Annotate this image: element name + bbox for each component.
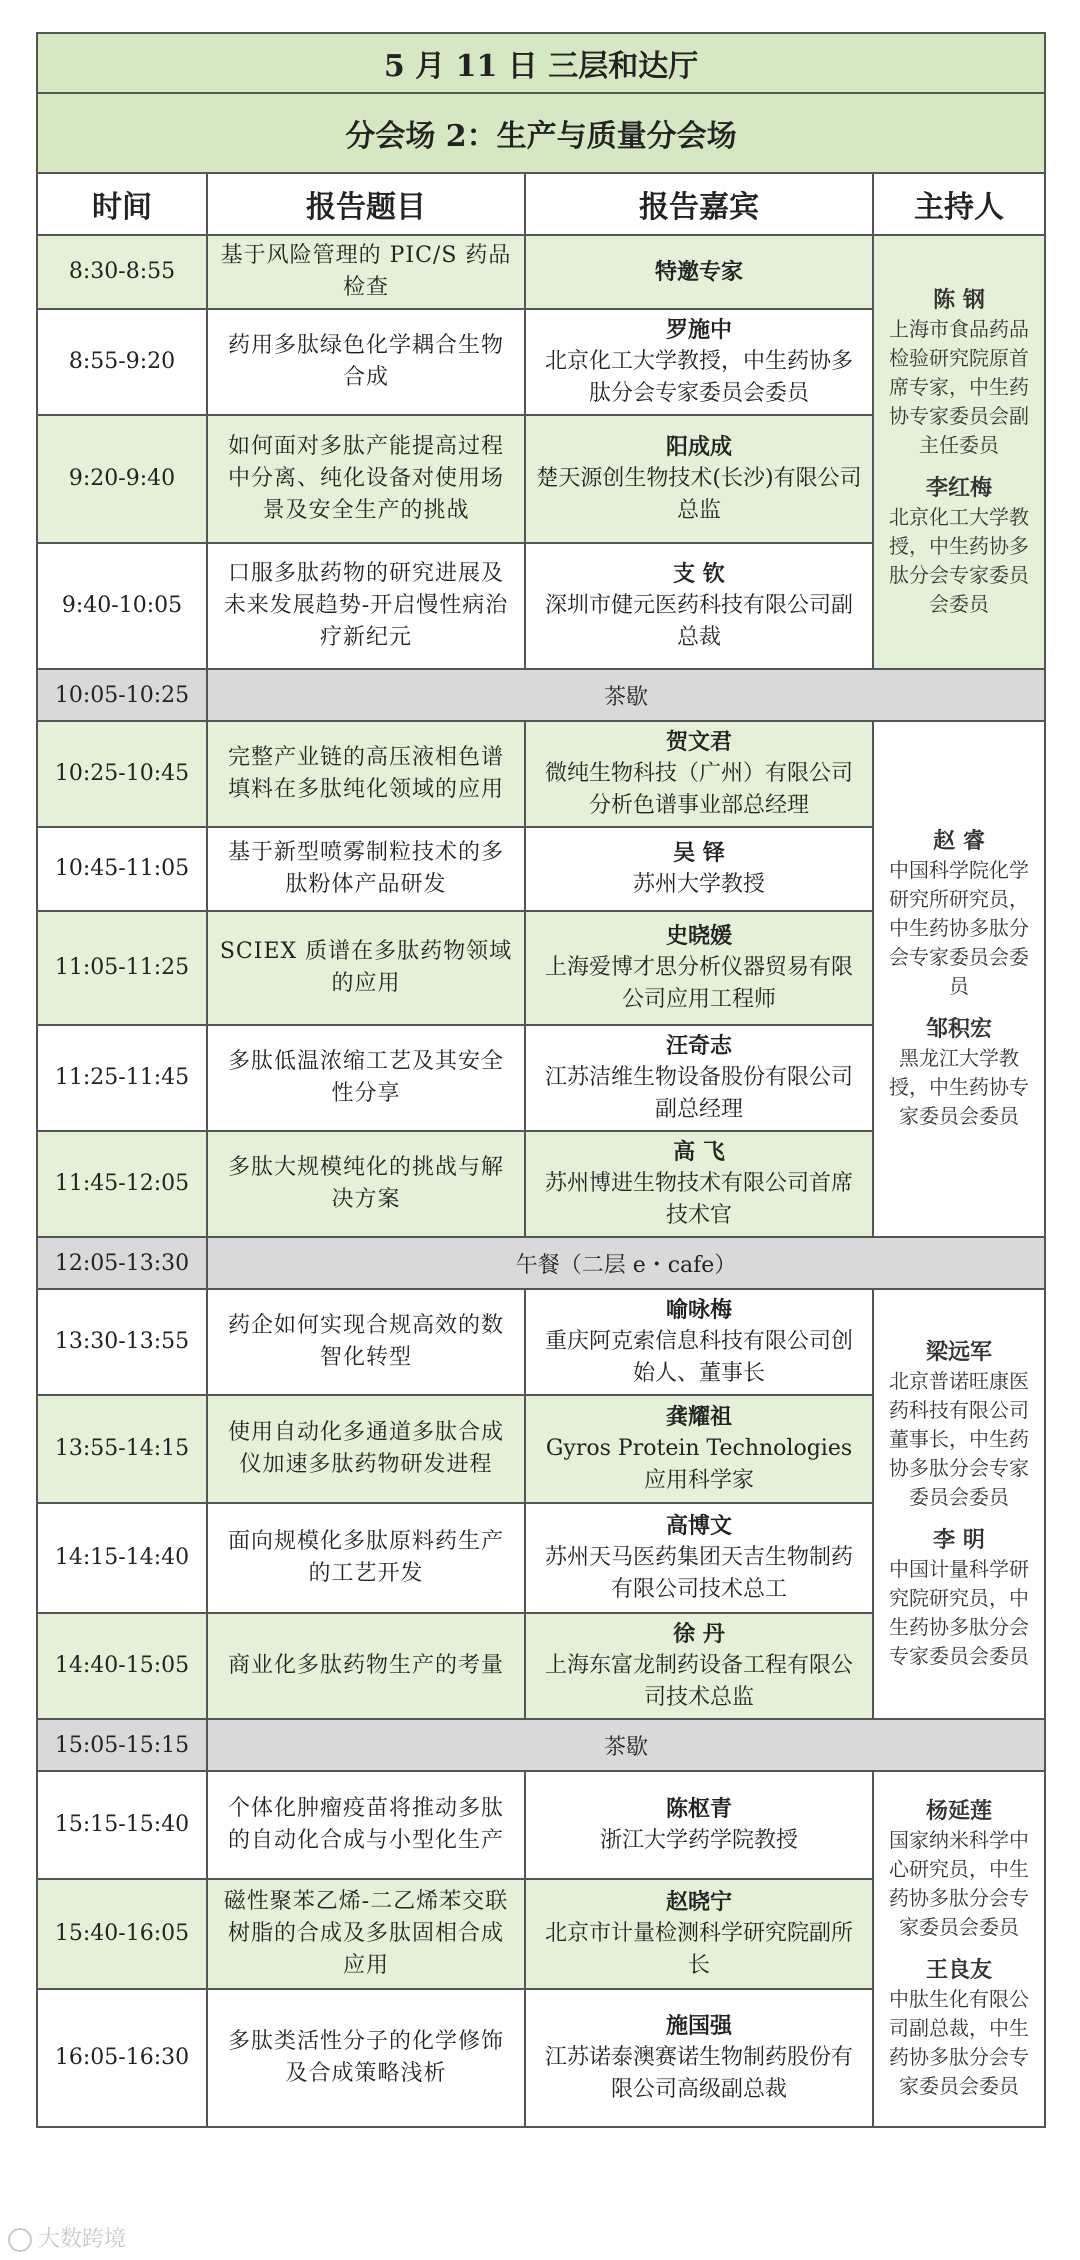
talk-title: 使用自动化多通道多肽合成仪加速多肽药物研发进程 xyxy=(227,1420,504,1477)
break-time: 10:05-10:25 xyxy=(37,669,207,721)
speaker-cell xyxy=(525,1289,873,1395)
speaker-name: 史晓媛 xyxy=(665,923,732,949)
speaker-cell xyxy=(525,1989,873,2127)
talk-title-cell xyxy=(207,1131,525,1237)
talk-title: 多肽类活性分子的化学修饰及合成策略浅析 xyxy=(227,2029,504,2086)
talk-time: 8:55-9:20 xyxy=(37,309,207,415)
host-block xyxy=(884,1015,1034,1131)
talk-time: 10:45-11:05 xyxy=(37,827,207,911)
talk-title: 个体化肿瘤疫苗将推动多肽的自动化合成与小型化生产 xyxy=(227,1796,504,1853)
break-label: 午餐（二层 e・cafe） xyxy=(207,1237,1045,1289)
speaker-name: 徐 丹 xyxy=(673,1621,725,1647)
host-block xyxy=(884,474,1034,619)
talk-time: 9:40-10:05 xyxy=(37,543,207,669)
talk-title-cell xyxy=(207,1395,525,1503)
speaker-cell xyxy=(525,1613,873,1719)
talk-time: 11:45-12:05 xyxy=(37,1131,207,1237)
talk-title-cell xyxy=(207,1879,525,1989)
talk-title-cell xyxy=(207,911,525,1025)
host-description: 中国科学院化学研究所研究员，中生药协多肽分会专家委员会委员 xyxy=(889,858,1030,998)
speaker-affiliation: 苏州天马医药集团天吉生物制药有限公司技术总工 xyxy=(544,1545,853,1602)
talk-time: 15:40-16:05 xyxy=(37,1879,207,1989)
speaker-cell xyxy=(525,1503,873,1613)
speaker-cell xyxy=(525,721,873,827)
talk-title-cell xyxy=(207,1613,525,1719)
host-description: 上海市食品药品检验研究院原首席专家，中生药协专家委员会副主任委员 xyxy=(889,316,1030,457)
host-block xyxy=(884,286,1034,460)
talk-row xyxy=(37,1771,1045,1879)
talk-time: 8:30-8:55 xyxy=(37,235,207,309)
break-row xyxy=(37,1719,1045,1771)
talk-time: 11:05-11:25 xyxy=(37,911,207,1025)
session-row xyxy=(37,93,1045,173)
speaker-name: 特邀专家 xyxy=(654,259,743,285)
speaker-affiliation: Gyros Protein Technologies 应用科学家 xyxy=(545,1436,853,1493)
session-title: 分会场 2：生产与质量分会场 xyxy=(37,93,1045,173)
talk-time: 11:25-11:45 xyxy=(37,1025,207,1131)
speaker-affiliation: 上海爱博才思分析仪器贸易有限公司应用工程师 xyxy=(544,955,853,1012)
host-description: 北京普诺旺康医药科技有限公司董事长，中生药协多肽分会专家委员会委员 xyxy=(889,1368,1030,1509)
break-row xyxy=(37,669,1045,721)
talk-time: 13:30-13:55 xyxy=(37,1289,207,1395)
speaker-cell xyxy=(525,415,873,543)
break-label: 茶歇 xyxy=(207,1719,1045,1771)
talk-time: 14:15-14:40 xyxy=(37,1503,207,1613)
speaker-name: 陈枢青 xyxy=(665,1796,732,1822)
host-cell xyxy=(873,721,1045,1237)
host-name: 陈 钢 xyxy=(933,286,985,313)
host-name: 王良友 xyxy=(926,1957,993,1983)
speaker-cell xyxy=(525,1025,873,1131)
host-cell xyxy=(873,235,1045,669)
host-block xyxy=(884,1338,1034,1512)
talk-title-cell xyxy=(207,309,525,415)
talk-title: 商业化多肽药物生产的考量 xyxy=(227,1653,504,1678)
host-block xyxy=(884,1797,1034,1942)
talk-time: 16:05-16:30 xyxy=(37,1989,207,2127)
speaker-affiliation: 北京市计量检测科学研究院副所长 xyxy=(544,1921,853,1978)
host-block xyxy=(884,1956,1034,2101)
talk-title: 多肽低温浓缩工艺及其安全性分享 xyxy=(227,1049,504,1106)
col-header-speaker: 报告嘉宾 xyxy=(525,173,873,235)
speaker-name: 施国强 xyxy=(665,2013,732,2039)
talk-title: 多肽大规模纯化的挑战与解决方案 xyxy=(227,1155,504,1212)
host-block xyxy=(884,1526,1034,1671)
host-description: 北京化工大学教授，中生药协多肽分会专家委员会委员 xyxy=(889,504,1030,616)
speaker-cell xyxy=(525,543,873,669)
talk-title: 磁性聚苯乙烯-二乙烯苯交联树脂的合成及多肽固相合成应用 xyxy=(223,1889,509,1978)
watermark-logo-icon xyxy=(8,2228,32,2252)
talk-row xyxy=(37,1289,1045,1395)
host-name: 李 明 xyxy=(933,1526,985,1553)
column-header-row xyxy=(37,173,1045,235)
talk-title-cell xyxy=(207,1289,525,1395)
speaker-affiliation: 重庆阿克索信息科技有限公司创始人、董事长 xyxy=(544,1329,853,1386)
talk-title: 基于风险管理的 PIC/S 药品检查 xyxy=(220,243,512,300)
talk-title-cell xyxy=(207,1025,525,1131)
talk-row xyxy=(37,721,1045,827)
speaker-cell xyxy=(525,309,873,415)
speaker-cell xyxy=(525,911,873,1025)
speaker-affiliation: 楚天源创生物技术(长沙)有限公司总监 xyxy=(536,466,862,523)
host-description: 黑龙江大学教授，中生药协专家委员会委员 xyxy=(889,1046,1030,1128)
speaker-name: 汪奇志 xyxy=(665,1033,732,1059)
speaker-cell xyxy=(525,1879,873,1989)
speaker-name: 高 飞 xyxy=(673,1139,725,1165)
talk-title-cell xyxy=(207,1771,525,1879)
host-description: 中国计量科学研究院研究员，中生药协多肽分会专家委员会委员 xyxy=(889,1556,1030,1668)
talk-title-cell xyxy=(207,1989,525,2127)
talk-title: 药用多肽绿色化学耦合生物合成 xyxy=(227,333,504,390)
host-name: 杨延莲 xyxy=(926,1798,993,1824)
speaker-cell xyxy=(525,235,873,309)
talk-row xyxy=(37,235,1045,309)
schedule-table xyxy=(36,32,1046,2128)
speaker-affiliation: 上海东富龙制药设备工程有限公司技术总监 xyxy=(544,1653,853,1710)
speaker-affiliation: 苏州博进生物技术有限公司首席技术官 xyxy=(544,1171,853,1228)
break-time: 12:05-13:30 xyxy=(37,1237,207,1289)
talk-title: 面向规模化多肽原料药生产的工艺开发 xyxy=(227,1529,504,1586)
talk-title: 口服多肽药物的研究进展及未来发展趋势-开启慢性病治疗新纪元 xyxy=(223,561,509,650)
speaker-affiliation: 浙江大学药学院教授 xyxy=(599,1828,798,1853)
speaker-cell xyxy=(525,1395,873,1503)
break-row xyxy=(37,1237,1045,1289)
host-name: 李红梅 xyxy=(926,474,993,501)
date-room-title: 5 月 11 日 三层和达厅 xyxy=(37,33,1045,93)
talk-time: 9:20-9:40 xyxy=(37,415,207,543)
talk-title-cell xyxy=(207,543,525,669)
talk-title-cell xyxy=(207,415,525,543)
break-label: 茶歇 xyxy=(207,669,1045,721)
speaker-affiliation: 江苏洁维生物设备股份有限公司副总经理 xyxy=(544,1065,853,1122)
host-cell xyxy=(873,1289,1045,1719)
date-room-row xyxy=(37,33,1045,93)
talk-title: 药企如何实现合规高效的数智化转型 xyxy=(227,1313,504,1370)
talk-time: 15:15-15:40 xyxy=(37,1771,207,1879)
speaker-affiliation: 深圳市健元医药科技有限公司副总裁 xyxy=(544,593,853,650)
host-description: 国家纳米科学中心研究员，中生药协多肽分会专家委员会委员 xyxy=(889,1828,1030,1939)
talk-title: 完整产业链的高压液相色谱填料在多肽纯化领域的应用 xyxy=(227,745,504,802)
speaker-affiliation: 苏州大学教授 xyxy=(632,872,765,897)
watermark-text: 大数跨境 xyxy=(38,2227,127,2252)
talk-title-cell xyxy=(207,1503,525,1613)
host-name: 梁远军 xyxy=(926,1338,993,1365)
talk-time: 10:25-10:45 xyxy=(37,721,207,827)
talk-title-cell xyxy=(207,235,525,309)
speaker-name: 阳成成 xyxy=(665,434,732,460)
host-description: 中肽生化有限公司副总裁，中生药协多肽分会专家委员会委员 xyxy=(889,1987,1030,2098)
speaker-name: 高博文 xyxy=(665,1513,732,1539)
speaker-affiliation: 微纯生物科技（广州）有限公司分析色谱事业部总经理 xyxy=(544,761,853,818)
talk-time: 14:40-15:05 xyxy=(37,1613,207,1719)
speaker-name: 罗施中 xyxy=(665,317,732,343)
speaker-affiliation: 北京化工大学教授，中生药协多肽分会专家委员会委员 xyxy=(544,349,853,406)
talk-title-cell xyxy=(207,827,525,911)
speaker-name: 赵晓宁 xyxy=(665,1889,732,1915)
break-time: 15:05-15:15 xyxy=(37,1719,207,1771)
talk-title: SCIEX 质谱在多肽药物领域的应用 xyxy=(219,939,513,996)
host-cell xyxy=(873,1771,1045,2127)
speaker-name: 贺文君 xyxy=(665,729,732,755)
host-name: 邹积宏 xyxy=(926,1016,993,1042)
col-header-time: 时间 xyxy=(37,173,207,235)
talk-time: 13:55-14:15 xyxy=(37,1395,207,1503)
col-header-host: 主持人 xyxy=(873,173,1045,235)
watermark xyxy=(8,2222,126,2253)
col-header-title: 报告题目 xyxy=(207,173,525,235)
talk-title: 如何面对多肽产能提高过程中分离、纯化设备对使用场景及安全生产的挑战 xyxy=(227,434,504,523)
speaker-name: 支 钦 xyxy=(673,561,725,587)
speaker-name: 喻咏梅 xyxy=(665,1297,732,1323)
host-name: 赵 睿 xyxy=(933,828,985,854)
host-block xyxy=(884,827,1034,1001)
talk-title: 基于新型喷雾制粒技术的多肽粉体产品研发 xyxy=(227,840,504,897)
speaker-cell xyxy=(525,1131,873,1237)
speaker-cell xyxy=(525,827,873,911)
speaker-name: 龚耀祖 xyxy=(665,1404,732,1430)
speaker-affiliation: 江苏诺泰澳赛诺生物制药股份有限公司高级副总裁 xyxy=(544,2045,853,2102)
speaker-cell xyxy=(525,1771,873,1879)
talk-title-cell xyxy=(207,721,525,827)
speaker-name: 吴 铎 xyxy=(673,840,725,866)
